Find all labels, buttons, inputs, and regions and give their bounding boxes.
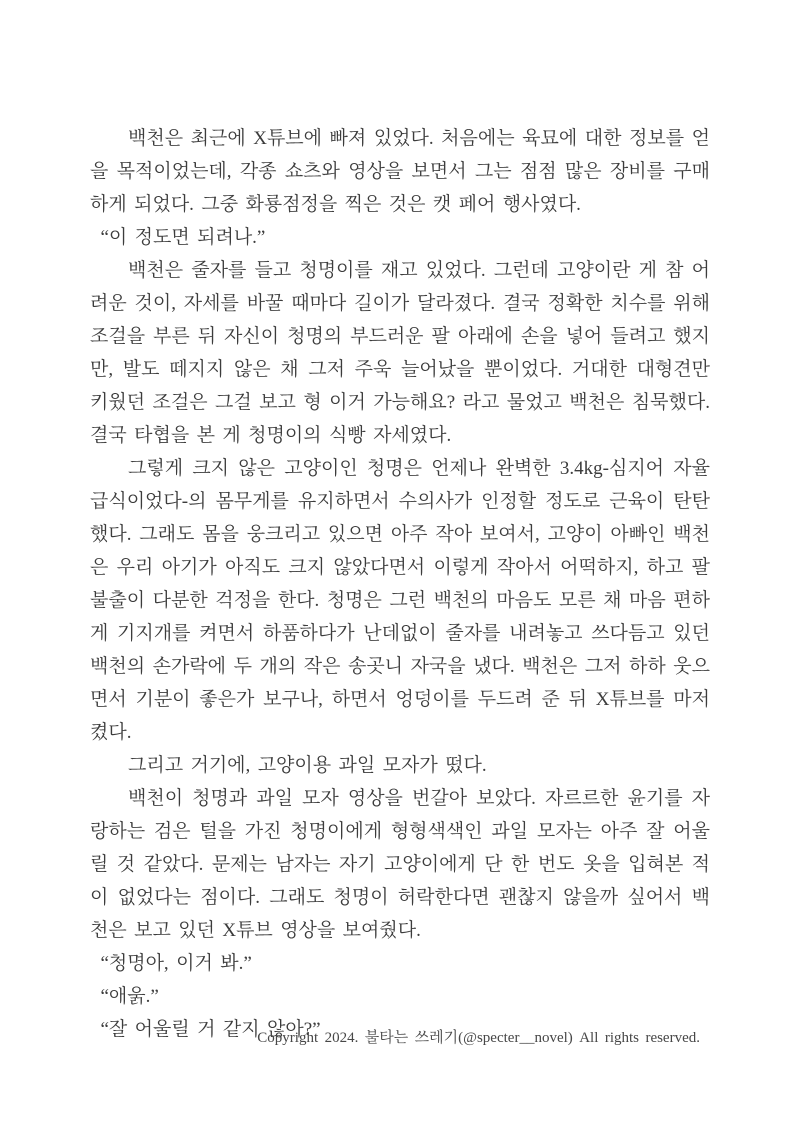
dialogue-paragraph: “애욹.” — [100, 986, 159, 1007]
copyright-notice: Copyright 2024. 불타는 쓰레기(@specter__novel) All rights reserved. — [257, 1030, 700, 1046]
narrative-paragraph: 백천이 청명과 과일 모자 영상을 번갈아 보았다. 자르르한 윤기를 자랑하는 검은 털을 가진 청명이에게 형형색색인 과일 모자는 아주 잘 어울릴 것 같았다. 문제는 남자는 자기 고양이에게 단 한 번도 옷을 입혀본 적이 없었다는 점이다. 그래도 청명이 허락한다면 괜찮지 않을까 싶어서 백천은 보고 있던 X튜브 영상을 보여줬다. — [90, 788, 710, 941]
narrative-paragraph: 그렇게 크지 않은 고양이인 청명은 언제나 완벽한 3.4kg-심지어 자율 급식이었다-의 몸무게를 유지하면서 수의사가 인정할 정도로 근육이 탄탄했다. 그래도 몸을 웅크리고 있으면 아주 작아 보여서, 고양이 아빠인 백천은 우리 아기가 아직도 크지 않았다면서 이렇게 작아서 어떡하지, 하고 팔불출이 다분한 걱정을 한다. 청명은 그런 백천의 마음도 모른 채 마음 편하게 기지개를 켜면서 하품하다가 난데없이 줄자를 내려놓고 쓰다듬고 있던 백천의 손가락에 두 개의 작은 송곳니 자국을 냈다. 백천은 그저 하하 웃으면서 기분이 좋은가 보구나, 하면서 엉덩이를 두드려 준 뒤 X튜브를 마저 켰다. — [90, 458, 710, 743]
narrative-paragraph: 그리고 거기에, 고양이용 과일 모자가 떴다. — [128, 755, 487, 776]
narrative-paragraph: 백천은 최근에 X튜브에 빠져 있었다. 처음에는 육묘에 대한 정보를 얻을 목적이었는데, 각종 쇼츠와 영상을 보면서 그는 점점 많은 장비를 구매하게 되었다. 그중 화룡점정을 찍은 것은 캣 페어 행사였다. — [90, 128, 710, 215]
dialogue-paragraph: “청명아, 이거 봐.” — [100, 953, 252, 974]
dialogue-paragraph: “잘 어울릴 거 같지 않아?” — [100, 1019, 321, 1040]
novel-text-block — [90, 122, 710, 1046]
dialogue-paragraph: “이 정도면 되려나.” — [100, 227, 266, 248]
narrative-paragraph: 백천은 줄자를 들고 청명이를 재고 있었다. 그런데 고양이란 게 참 어려운 것이, 자세를 바꿀 때마다 길이가 달라졌다. 결국 정확한 치수를 위해 조걸을 부른 뒤 자신이 청명의 부드러운 팔 아래에 손을 넣어 들려고 했지만, 발도 떼지지 않은 채 그저 주욱 늘어났을 뿐이었다. 거대한 대형견만 키웠던 조걸은 그걸 보고 형 이거 가능해요? 라고 물었고 백천은 침묵했다. 결국 타협을 본 게 청명이의 식빵 자세였다. — [90, 260, 710, 446]
